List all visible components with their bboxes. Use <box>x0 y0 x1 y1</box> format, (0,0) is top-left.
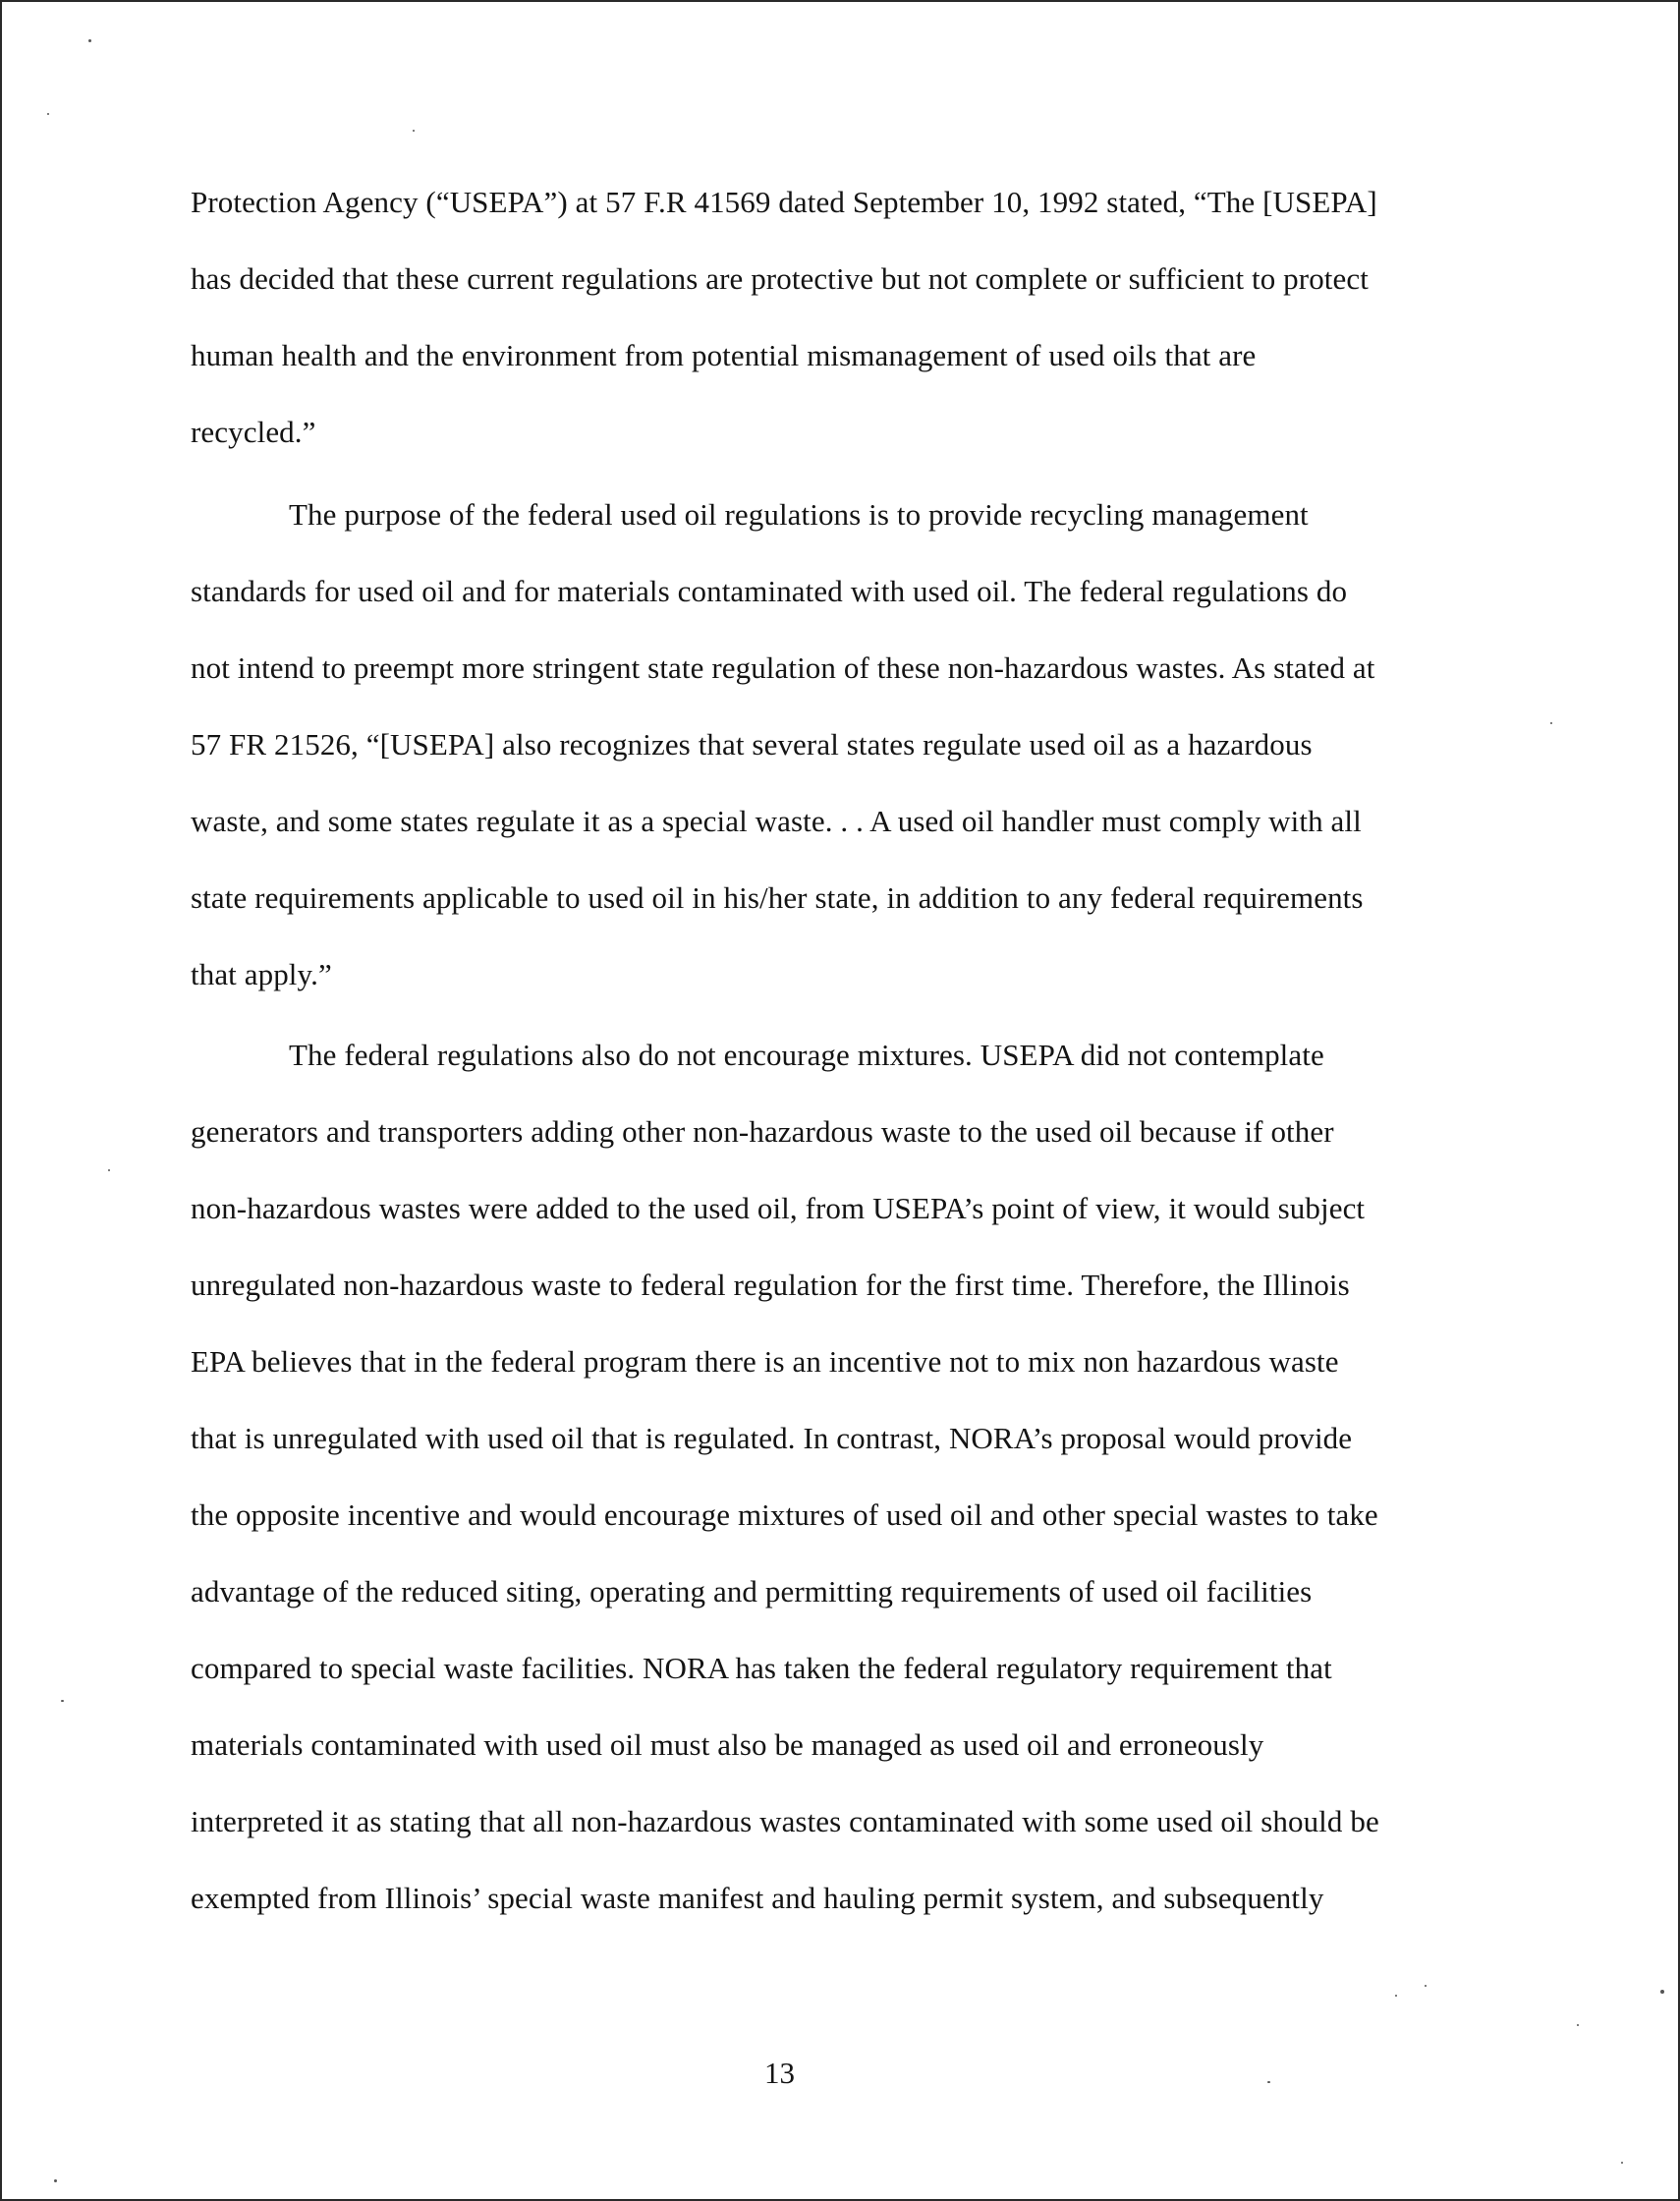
text-line: has decided that these current regulations are protective but not complete or sufficient to protect <box>191 261 1369 296</box>
text-line: exempted from Illinois’ special waste manifest and hauling permit system, and subsequently <box>191 1881 1324 1915</box>
text-line: human health and the environment from potential mismanagement of used oils that are <box>191 338 1257 372</box>
scan-speck <box>1267 2081 1270 2083</box>
paragraph-first-line: The federal regulations also do not encourage mixtures. USEPA did not contemplate <box>289 1038 1324 1072</box>
text-line: recycled.” <box>191 415 316 449</box>
text-line: unregulated non-hazardous waste to federal regulation for the first time. Therefore, the Illinois <box>191 1268 1350 1302</box>
text-line: Protection Agency (“USEPA”) at 57 F.R 41569 dated September 10, 1992 stated, “The [USEPA] <box>191 185 1377 219</box>
text-line: EPA believes that in the federal program there is an incentive not to mix non hazardous waste <box>191 1344 1339 1379</box>
text-line: the opposite incentive and would encourage mixtures of used oil and other special wastes to take <box>191 1497 1378 1532</box>
scan-speck <box>61 1700 64 1702</box>
text-line: interpreted it as stating that all non-hazardous wastes contaminated with some used oil should be <box>191 1804 1379 1838</box>
text-line: generators and transporters adding other non-hazardous waste to the used oil because if other <box>191 1114 1334 1149</box>
scan-speck <box>54 2179 57 2182</box>
text-line: that apply.” <box>191 957 332 991</box>
scan-speck <box>1621 2162 1623 2164</box>
scan-speck <box>1660 1990 1664 1994</box>
scan-speck <box>47 113 49 115</box>
paragraph-first-line: The purpose of the federal used oil regulations is to provide recycling management <box>289 497 1309 532</box>
text-line: that is unregulated with used oil that is regulated. In contrast, NORA’s proposal would provide <box>191 1421 1353 1455</box>
scan-speck <box>108 1169 110 1171</box>
text-line: waste, and some states regulate it as a special waste. . . A used oil handler must comply with all <box>191 804 1362 838</box>
text-line: not intend to preempt more stringent state regulation of these non-hazardous wastes. As stated at <box>191 650 1375 685</box>
scan-speck <box>88 39 91 42</box>
page-number: 13 <box>764 2056 795 2090</box>
scan-speck <box>1550 722 1552 724</box>
text-line: standards for used oil and for materials contaminated with used oil. The federal regulations do <box>191 574 1348 608</box>
text-line: 57 FR 21526, “[USEPA] also recognizes that several states regulate used oil as a hazardous <box>191 727 1313 762</box>
scan-speck <box>1577 2024 1579 2026</box>
text-line: compared to special waste facilities. NORA has taken the federal regulatory requirement that <box>191 1651 1332 1685</box>
text-line: state requirements applicable to used oil in his/her state, in addition to any federal requirements <box>191 880 1364 915</box>
page-border-left <box>0 0 2 2201</box>
scan-speck <box>1395 1995 1397 1997</box>
text-line: non-hazardous wastes were added to the used oil, from USEPA’s point of view, it would subject <box>191 1191 1366 1225</box>
page-border-top <box>0 0 1680 2</box>
scan-speck <box>1425 1985 1427 1987</box>
scan-speck <box>413 130 415 132</box>
text-line: advantage of the reduced siting, operating and permitting requirements of used oil facilities <box>191 1574 1313 1608</box>
text-line: materials contaminated with used oil must also be managed as used oil and erroneously <box>191 1727 1264 1762</box>
